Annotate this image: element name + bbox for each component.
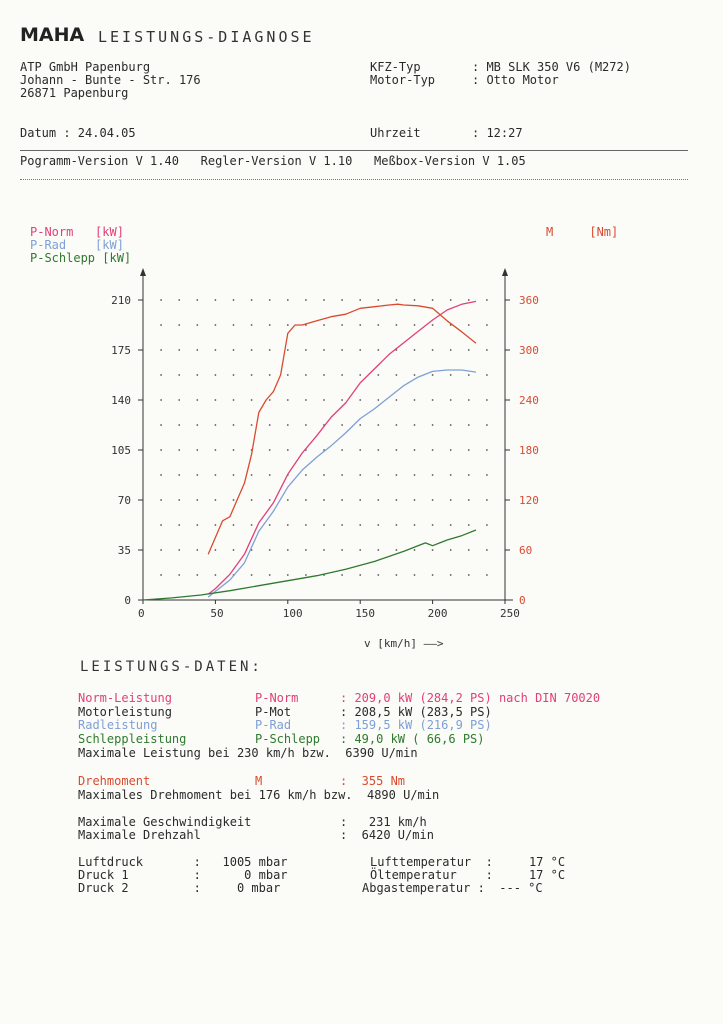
grid-dot: [160, 474, 162, 476]
grid-dot: [215, 524, 217, 526]
y-left-arrow: [140, 268, 146, 276]
grid-dot: [251, 399, 253, 401]
grid-dot: [414, 399, 416, 401]
grid-dot: [468, 374, 470, 376]
x-axis-label: v [km/h] ——>: [364, 637, 444, 650]
data-row-label: Motorleistung: [78, 704, 172, 719]
max-rpm-label: Maximale Drehzahl: [78, 828, 201, 842]
grid-dot: [450, 574, 452, 576]
grid-dot: [251, 574, 253, 576]
grid-dot: [450, 449, 452, 451]
legend-torque: M [Nm]: [546, 225, 619, 239]
grid-dot: [269, 324, 271, 326]
grid-dot: [414, 549, 416, 551]
grid-dot: [251, 324, 253, 326]
grid-dot: [432, 574, 434, 576]
grid-dot: [414, 524, 416, 526]
grid-dot: [215, 299, 217, 301]
grid-dot: [196, 299, 198, 301]
grid-dot: [323, 324, 325, 326]
grid-dot: [233, 449, 235, 451]
grid-dot: [251, 499, 253, 501]
grid-dot: [486, 324, 488, 326]
grid-dot: [359, 324, 361, 326]
grid-dot: [323, 474, 325, 476]
maha-logo: MAHA: [20, 24, 85, 46]
grid-dot: [359, 349, 361, 351]
time-value: : 12:27: [472, 126, 523, 140]
grid-dot: [432, 374, 434, 376]
grid-dot: [414, 449, 416, 451]
data-row-value: : 49,0 kW ( 66,6 PS): [340, 731, 485, 746]
grid-dot: [251, 349, 253, 351]
grid-dot: [196, 324, 198, 326]
grid-dot: [178, 449, 180, 451]
grid-dot: [486, 424, 488, 426]
grid-dot: [233, 549, 235, 551]
grid-dot: [269, 524, 271, 526]
grid-dot: [178, 424, 180, 426]
grid-dot: [450, 524, 452, 526]
data-row-value: : 209,0 kW (284,2 PS) nach DIN 70020: [340, 691, 601, 705]
grid-dot: [414, 299, 416, 301]
grid-dot: [287, 549, 289, 551]
grid-dot: [432, 399, 434, 401]
grid-dot: [450, 474, 452, 476]
data-row-sym: P-Rad: [255, 718, 292, 732]
grid-dot: [414, 349, 416, 351]
grid-dot: [396, 399, 398, 401]
grid-dot: [359, 549, 361, 551]
series-line-p-schlepp: [143, 530, 476, 600]
y-right-tick-label: 120: [519, 494, 539, 507]
grid-dot: [450, 499, 452, 501]
grid-dot: [432, 299, 434, 301]
grid-dot: [233, 349, 235, 351]
max-power-line: Maximale Leistung bei 230 km/h bzw. 6390 U/min: [78, 746, 418, 760]
grid-dot: [414, 474, 416, 476]
grid-dot: [450, 374, 452, 376]
grid-dot: [341, 424, 343, 426]
grid-dot: [414, 499, 416, 501]
grid-dot: [269, 424, 271, 426]
data-row-value: : 208,5 kW (283,5 PS): [340, 704, 492, 719]
y-right-tick-label: 300: [519, 344, 539, 357]
grid-dot: [341, 499, 343, 501]
torque-symbol: M: [255, 774, 263, 788]
x-tick-label: 150: [355, 607, 376, 620]
grid-dot: [287, 299, 289, 301]
company-street: Johann - Bunte - Str. 176: [20, 73, 201, 87]
grid-dot: [432, 524, 434, 526]
grid-dot: [215, 349, 217, 351]
grid-dot: [233, 424, 235, 426]
grid-dot: [323, 399, 325, 401]
data-row-label: Schleppleistung: [78, 731, 187, 746]
grid-dot: [468, 349, 470, 351]
grid-dot: [468, 574, 470, 576]
grid-dot: [305, 299, 307, 301]
grid-dot: [468, 399, 470, 401]
grid-dot: [341, 324, 343, 326]
grid-dot: [341, 299, 343, 301]
grid-dot: [341, 374, 343, 376]
grid-dot: [468, 299, 470, 301]
grid-dot: [486, 549, 488, 551]
grid-dot: [178, 299, 180, 301]
abgastemp-line: Abgastemperatur : --- °C: [362, 881, 543, 895]
grid-dot: [486, 449, 488, 451]
grid-dot: [414, 374, 416, 376]
grid-dot: [323, 374, 325, 376]
grid-dot: [287, 424, 289, 426]
grid-dot: [359, 449, 361, 451]
grid-dot: [269, 349, 271, 351]
grid-dot: [359, 524, 361, 526]
grid-dot: [468, 324, 470, 326]
druck1-line: Druck 1 : 0 mbar: [78, 868, 288, 882]
grid-dot: [269, 499, 271, 501]
grid-dot: [251, 424, 253, 426]
grid-dot: [196, 424, 198, 426]
motor-label: Motor-Typ: [370, 73, 436, 87]
grid-dot: [359, 499, 361, 501]
grid-dot: [450, 424, 452, 426]
grid-dot: [341, 524, 343, 526]
oeltemp-line: Öltemperatur : 17 °C: [370, 868, 566, 882]
grid-dot: [269, 474, 271, 476]
grid-dot: [215, 374, 217, 376]
grid-dot: [269, 449, 271, 451]
grid-dot: [377, 574, 379, 576]
y-left-tick-label: 105: [111, 444, 131, 457]
grid-dot: [359, 574, 361, 576]
grid-dot: [160, 499, 162, 501]
grid-dot: [305, 524, 307, 526]
grid-dot: [160, 374, 162, 376]
y-left-tick-label: 175: [111, 344, 131, 357]
max-speed-value: : 231 km/h: [340, 815, 427, 829]
kfz-label: KFZ-Typ: [370, 60, 421, 74]
grid-dot: [396, 524, 398, 526]
legend-pschlepp: P-Schlepp [kW]: [30, 251, 132, 265]
grid-dot: [396, 299, 398, 301]
grid-dot: [359, 474, 361, 476]
y-right-tick-label: 0: [519, 594, 526, 607]
grid-dot: [287, 574, 289, 576]
grid-dot: [396, 574, 398, 576]
grid-dot: [450, 349, 452, 351]
torque-value: : 355 Nm: [340, 774, 406, 788]
grid-dot: [396, 324, 398, 326]
grid-dot: [359, 399, 361, 401]
grid-dot: [377, 299, 379, 301]
grid-dot: [396, 374, 398, 376]
grid-dot: [305, 574, 307, 576]
grid-dot: [196, 374, 198, 376]
y-left-tick-label: 140: [111, 394, 131, 407]
grid-dot: [359, 374, 361, 376]
grid-dot: [287, 374, 289, 376]
y-right-arrow: [502, 268, 508, 276]
grid-dot: [396, 474, 398, 476]
grid-dot: [468, 549, 470, 551]
grid-dot: [305, 374, 307, 376]
grid-dot: [486, 499, 488, 501]
grid-dot: [160, 524, 162, 526]
grid-dot: [233, 324, 235, 326]
grid-dot: [305, 549, 307, 551]
y-right-tick-label: 240: [519, 394, 539, 407]
max-rpm-value: : 6420 U/min: [340, 828, 434, 842]
grid-dot: [269, 299, 271, 301]
torque-label: Drehmoment: [78, 774, 151, 788]
divider-top: [20, 150, 688, 151]
y-left-tick-label: 35: [117, 544, 131, 557]
x-tick-label: 250: [500, 607, 520, 620]
grid-dot: [377, 524, 379, 526]
max-speed-label: Maximale Geschwindigkeit: [78, 815, 252, 829]
luftdruck-line: Luftdruck : 1005 mbar: [78, 855, 288, 869]
divider-bottom: [20, 179, 688, 180]
grid-dot: [414, 324, 416, 326]
grid-dot: [305, 349, 307, 351]
grid-dot: [468, 474, 470, 476]
grid-dot: [215, 324, 217, 326]
grid-dot: [486, 299, 488, 301]
grid-dot: [486, 474, 488, 476]
grid-dot: [196, 499, 198, 501]
grid-dot: [269, 549, 271, 551]
grid-dot: [196, 474, 198, 476]
grid-dot: [450, 549, 452, 551]
grid-dot: [341, 399, 343, 401]
grid-dot: [160, 324, 162, 326]
grid-dot: [377, 449, 379, 451]
grid-dot: [468, 424, 470, 426]
grid-dot: [486, 524, 488, 526]
y-right-tick-label: 60: [519, 544, 533, 557]
grid-dot: [287, 499, 289, 501]
grid-dot: [432, 449, 434, 451]
grid-dot: [432, 549, 434, 551]
grid-dot: [468, 499, 470, 501]
data-row-value: : 159,5 kW (216,9 PS): [340, 718, 492, 732]
grid-dot: [377, 549, 379, 551]
grid-dot: [359, 299, 361, 301]
performance-chart: [0, 255, 723, 655]
grid-dot: [377, 424, 379, 426]
grid-dot: [396, 499, 398, 501]
grid-dot: [233, 299, 235, 301]
grid-dot: [215, 474, 217, 476]
grid-dot: [269, 574, 271, 576]
legend-pnorm: P-Norm [kW]: [30, 225, 124, 239]
grid-dot: [233, 399, 235, 401]
grid-dot: [305, 474, 307, 476]
x-tick-label: 100: [282, 607, 303, 620]
grid-dot: [196, 549, 198, 551]
grid-dot: [450, 299, 452, 301]
grid-dot: [160, 299, 162, 301]
grid-dot: [251, 524, 253, 526]
grid-dot: [468, 449, 470, 451]
grid-dot: [287, 449, 289, 451]
grid-dot: [359, 424, 361, 426]
grid-dot: [486, 374, 488, 376]
company-city: 26871 Papenburg: [20, 86, 129, 100]
grid-dot: [215, 424, 217, 426]
data-row-sym: P-Schlepp: [255, 731, 321, 746]
grid-dot: [233, 374, 235, 376]
grid-dot: [196, 399, 198, 401]
grid-dot: [341, 349, 343, 351]
grid-dot: [396, 424, 398, 426]
grid-dot: [215, 499, 217, 501]
grid-dot: [215, 399, 217, 401]
x-tick-label: 50: [210, 607, 224, 620]
grid-dot: [377, 399, 379, 401]
grid-dot: [341, 549, 343, 551]
time-label: Uhrzeit: [370, 126, 421, 140]
grid-dot: [287, 399, 289, 401]
grid-dot: [486, 399, 488, 401]
grid-dot: [450, 399, 452, 401]
grid-dot: [323, 349, 325, 351]
grid-dot: [468, 524, 470, 526]
y-right-tick-label: 180: [519, 444, 539, 457]
grid-dot: [323, 299, 325, 301]
grid-dot: [251, 374, 253, 376]
grid-dot: [377, 499, 379, 501]
grid-dot: [233, 499, 235, 501]
data-row-label: Radleistung: [78, 718, 158, 732]
grid-dot: [341, 574, 343, 576]
grid-dot: [178, 399, 180, 401]
date-field: Datum : 24.04.05: [20, 126, 136, 140]
grid-dot: [160, 574, 162, 576]
grid-dot: [432, 499, 434, 501]
grid-dot: [251, 474, 253, 476]
grid-dot: [233, 524, 235, 526]
grid-dot: [196, 449, 198, 451]
grid-dot: [196, 574, 198, 576]
grid-dot: [323, 499, 325, 501]
grid-dot: [269, 399, 271, 401]
grid-dot: [414, 574, 416, 576]
legend-prad: P-Rad [kW]: [30, 238, 124, 252]
y-right-tick-label: 360: [519, 294, 539, 307]
grid-dot: [178, 374, 180, 376]
grid-dot: [377, 324, 379, 326]
data-section-title: LEISTUNGS-DATEN:: [80, 659, 263, 675]
grid-dot: [396, 449, 398, 451]
motor-value: : Otto Motor: [472, 73, 559, 87]
grid-dot: [287, 324, 289, 326]
grid-dot: [486, 349, 488, 351]
grid-dot: [432, 349, 434, 351]
grid-dot: [196, 349, 198, 351]
y-left-tick-label: 70: [117, 494, 131, 507]
chart-series: [143, 301, 476, 600]
series-line-p-rad: [208, 370, 476, 597]
max-torque-line: Maximales Drehmoment bei 176 km/h bzw. 4890 U/min: [78, 788, 440, 802]
grid-dot: [215, 549, 217, 551]
grid-dot: [215, 449, 217, 451]
grid-dot: [160, 399, 162, 401]
grid-dot: [323, 524, 325, 526]
grid-dot: [251, 299, 253, 301]
grid-dot: [287, 524, 289, 526]
kfz-value: : MB SLK 350 V6 (M272): [472, 60, 631, 74]
grid-dot: [233, 474, 235, 476]
grid-dot: [341, 474, 343, 476]
grid-dot: [160, 424, 162, 426]
chart-grid: [160, 299, 488, 576]
grid-dot: [486, 574, 488, 576]
grid-dot: [396, 549, 398, 551]
grid-dot: [269, 374, 271, 376]
grid-dot: [287, 349, 289, 351]
grid-dot: [178, 499, 180, 501]
grid-dot: [178, 549, 180, 551]
grid-dot: [160, 349, 162, 351]
grid-dot: [414, 424, 416, 426]
grid-dot: [160, 449, 162, 451]
grid-dot: [178, 574, 180, 576]
grid-dot: [323, 549, 325, 551]
grid-dot: [341, 449, 343, 451]
druck2-line: Druck 2 : 0 mbar: [78, 881, 281, 895]
data-row-sym: P-Mot: [255, 704, 292, 719]
company-name: ATP GmbH Papenburg: [20, 60, 151, 74]
grid-dot: [178, 349, 180, 351]
grid-dot: [178, 524, 180, 526]
grid-dot: [432, 474, 434, 476]
grid-dot: [178, 474, 180, 476]
document-title: LEISTUNGS-DIAGNOSE: [98, 28, 315, 46]
series-line-m: [208, 304, 476, 554]
x-tick-label: 200: [427, 607, 448, 620]
lufttemp-line: Lufttemperatur : 17 °C: [370, 855, 566, 869]
grid-dot: [432, 324, 434, 326]
grid-dot: [432, 424, 434, 426]
grid-dot: [215, 574, 217, 576]
grid-dot: [305, 499, 307, 501]
grid-dot: [178, 324, 180, 326]
data-row-sym: P-Norm: [255, 691, 299, 705]
grid-dot: [377, 349, 379, 351]
grid-dot: [196, 524, 198, 526]
grid-dot: [305, 399, 307, 401]
grid-dot: [305, 424, 307, 426]
y-left-tick-label: 210: [111, 294, 131, 307]
y-left-tick-label: 0: [124, 594, 131, 607]
grid-dot: [377, 374, 379, 376]
x-tick-label: 0: [138, 607, 145, 620]
grid-dot: [377, 474, 379, 476]
data-row-label: Norm-Leistung: [78, 691, 172, 705]
grid-dot: [160, 549, 162, 551]
version-line: Pogramm-Version V 1.40 Regler-Version V 1.10 Meßbox-Version V 1.05: [20, 154, 526, 168]
